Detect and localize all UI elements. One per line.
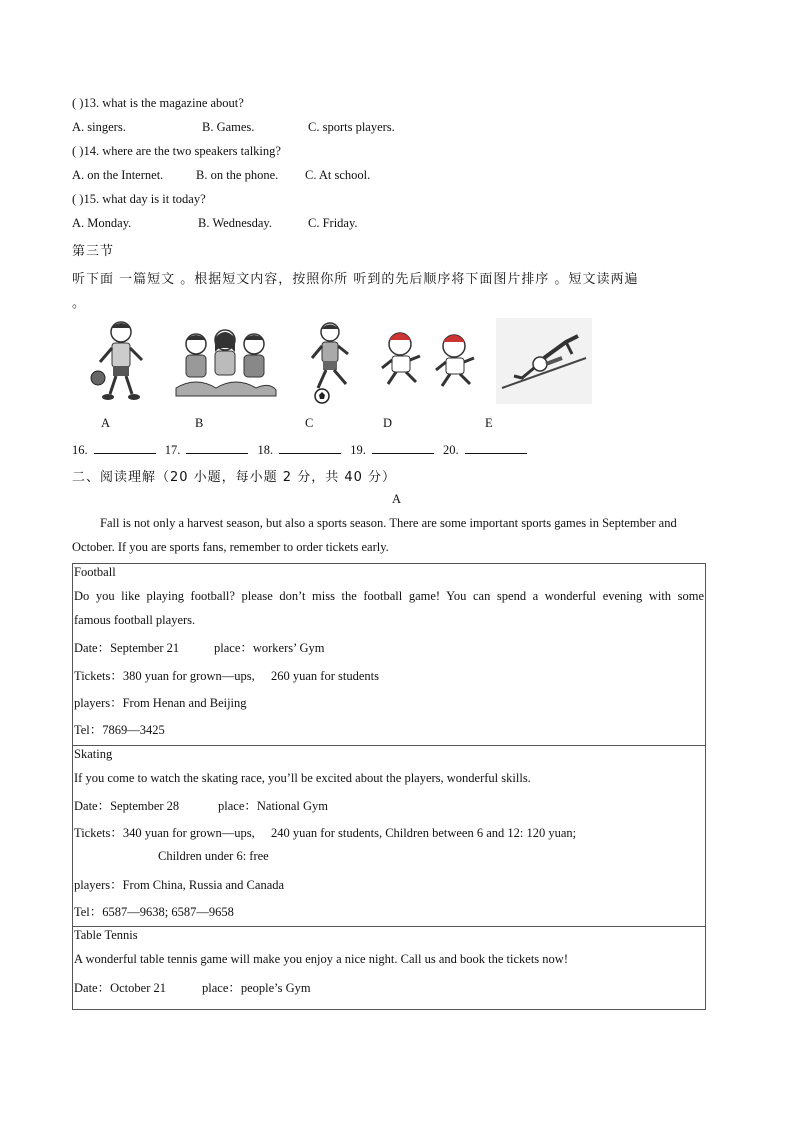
table-tennis-description: A wonderful table tennis game will make you enjoy a nice night. Call us and book the tickets now! xyxy=(74,952,568,966)
passage-label: A xyxy=(392,492,402,506)
option-c: C. Friday. xyxy=(308,216,358,230)
table-tennis-date: Date：October 21 xyxy=(74,981,166,995)
runners-icon xyxy=(376,318,484,404)
option-a: A. Monday. xyxy=(72,216,132,230)
blank-number: 19. xyxy=(350,443,366,457)
option-a: A. singers. xyxy=(72,120,126,134)
section-3-instruction-cont: 。 xyxy=(72,296,87,311)
table-tennis-heading: Table Tennis xyxy=(74,928,138,942)
football-tickets: Tickets：380 yuan for grown—ups, 260 yuan for students xyxy=(74,669,379,683)
answer-blank[interactable] xyxy=(372,441,434,454)
football-date-place xyxy=(74,638,325,656)
skating-tickets: Tickets：340 yuan for grown—ups, 240 yuan for students, Children between 6 and 12: 120 yuan; xyxy=(74,826,577,840)
passage-intro: Fall is not only a harvest season, but also a sports season. There are some important sports games in September and xyxy=(100,516,677,530)
football-heading: Football xyxy=(74,565,116,579)
blank-number: 17. xyxy=(164,443,181,457)
skating-date: Date：September 28 xyxy=(74,799,180,813)
football-date: Date：September 21 xyxy=(74,641,180,655)
blank-number: 20. xyxy=(443,443,459,457)
blank-number: 18. xyxy=(257,443,274,457)
question-14-stem: ( )14. where are the two speakers talking? xyxy=(72,144,281,158)
blank-number: 16. xyxy=(72,443,88,457)
football-place: place：workers’ Gym xyxy=(214,641,325,655)
question-13-options xyxy=(72,120,395,135)
events-table xyxy=(72,563,706,1010)
question-15-options xyxy=(72,216,358,231)
passage-intro-cont: October. If you are sports fans, remember to order tickets early. xyxy=(72,540,389,554)
skating-heading: Skating xyxy=(74,747,113,761)
football-players: players：From Henan and Beijing xyxy=(74,696,247,710)
soccer-player-icon xyxy=(304,318,364,404)
picture-label-a: A xyxy=(101,416,111,430)
option-b: B. on the phone. xyxy=(196,168,279,182)
basketball-player-icon xyxy=(84,318,154,404)
option-b: B. Wednesday. xyxy=(198,216,272,230)
skating-tel: Tel：6587—9638; 6587—9658 xyxy=(74,905,234,919)
answer-blank[interactable] xyxy=(94,441,156,454)
picture-label-d: D xyxy=(383,416,393,430)
picture-label-c: C xyxy=(305,416,314,430)
question-14-options xyxy=(72,168,370,183)
option-c: C. sports players. xyxy=(308,120,395,134)
high-jump-icon xyxy=(496,318,592,404)
question-15-stem: ( )15. what day is it today? xyxy=(72,192,206,206)
question-13-stem: ( )13. what is the magazine about? xyxy=(72,96,244,110)
football-tel: Tel：7869—3425 xyxy=(74,723,165,737)
section-3-title: 第三节 xyxy=(72,244,115,259)
table-divider xyxy=(73,745,705,746)
answer-blank[interactable] xyxy=(279,441,341,454)
answer-blank[interactable] xyxy=(186,441,248,454)
answer-blank[interactable] xyxy=(465,441,527,454)
skating-players: players：From China, Russia and Canada xyxy=(74,878,285,892)
skating-tickets-children: Children under 6: free xyxy=(158,849,269,863)
option-b: B. Games. xyxy=(202,120,255,134)
skating-date-place xyxy=(74,796,328,814)
section-3-instruction: 听下面 一篇短文 。根据短文内容，按照你所 听到的先后顺序将下面图片排序 。短文读两遍 xyxy=(72,272,639,287)
table-tennis-place: place：people’s Gym xyxy=(202,981,311,995)
children-sitting-icon xyxy=(170,318,280,404)
reading-section-title: 二、阅读理解（20 小题，每小题 2 分，共 40 分） xyxy=(72,470,397,485)
picture-label-b: B xyxy=(195,416,204,430)
option-a: A. on the Internet. xyxy=(72,168,164,182)
skating-place: place：National Gym xyxy=(218,799,329,813)
picture-label-e: E xyxy=(485,416,493,430)
option-c: C. At school. xyxy=(305,168,371,182)
skating-description: If you come to watch the skating race, you’ll be excited about the players, wonderful skills. xyxy=(74,771,531,785)
football-description: Do you like playing football? please don’t miss the football game! You can spend a wonderful evening with some xyxy=(74,589,704,603)
table-divider xyxy=(73,926,705,927)
table-tennis-date-place xyxy=(74,978,311,996)
answer-blanks xyxy=(72,441,527,458)
football-description-cont: famous football players. xyxy=(74,613,196,627)
